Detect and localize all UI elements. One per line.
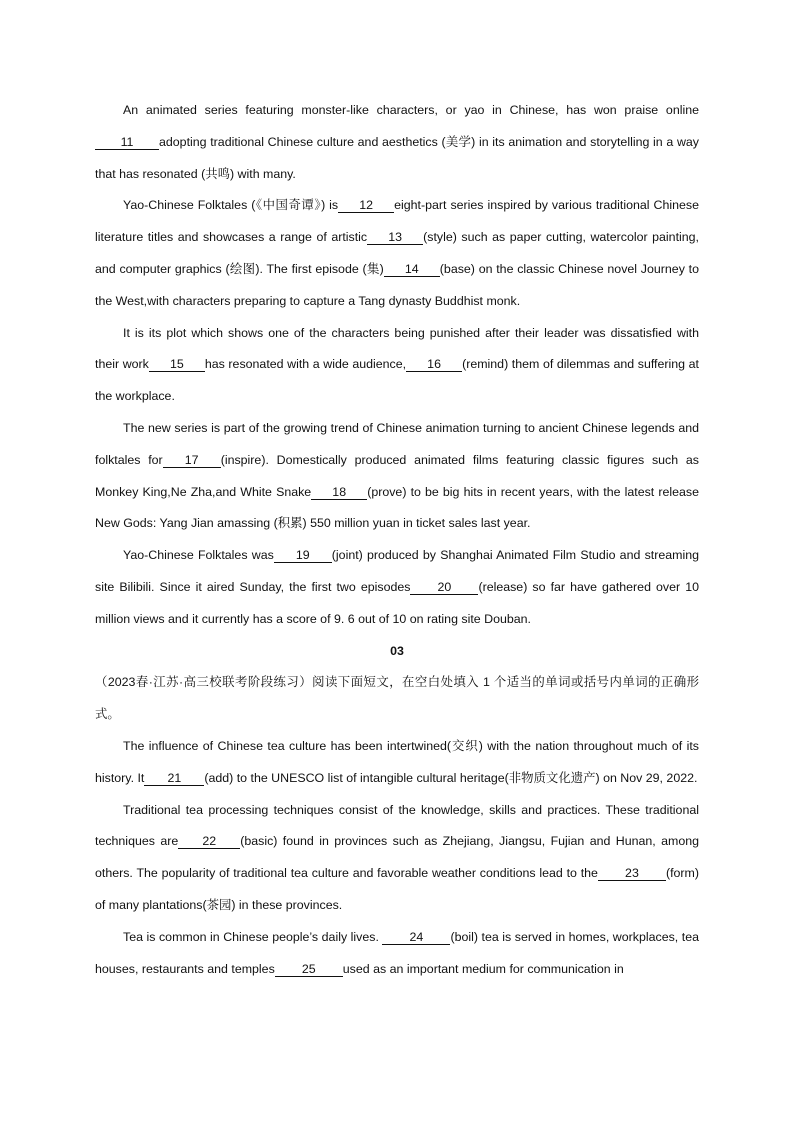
text: used as an important medium for communication in xyxy=(342,961,624,976)
text: (base) on the classic Chinese novel Journey to the West,with characters preparing to capture a Tang dynasty Buddhist monk. xyxy=(95,261,699,308)
paragraph xyxy=(95,540,699,635)
text: Yao-Chinese Folktales was xyxy=(123,548,274,563)
paragraph xyxy=(95,318,699,413)
text: Traditional tea processing techniques consist of the knowledge, skills and practices. These traditional techniques are xyxy=(95,802,699,849)
paragraph xyxy=(95,95,699,190)
text: (basic) found in provinces such as Zhejiang, Jiangsu, Fujian and Hunan, among others. The popularity of traditional tea culture and favorable weather conditions lead to the xyxy=(95,834,699,881)
answer-blank[interactable]: 20 xyxy=(410,580,478,595)
text: (prove) to be big hits in recent years, with the latest release New Gods: Yang Jian amassing (积累) 550 million yuan in ticket sales last year. xyxy=(95,484,699,531)
answer-blank[interactable]: 11 xyxy=(95,135,159,150)
text: (remind) them of dilemmas and suffering at the workplace. xyxy=(95,357,699,404)
document-page xyxy=(95,95,699,985)
text: (joint) produced by Shanghai Animated Film Studio and streaming site Bilibili. Since it aired Sunday, the first two episodes xyxy=(95,548,699,594)
answer-blank[interactable]: 24 xyxy=(382,930,450,945)
answer-blank[interactable]: 15 xyxy=(149,357,205,372)
answer-blank[interactable]: 14 xyxy=(384,262,440,277)
text: An animated series featuring monster-like characters, or yao in Chinese, has won praise online xyxy=(123,103,699,117)
answer-blank[interactable]: 19 xyxy=(274,548,332,563)
paragraph xyxy=(95,795,699,922)
text: adopting traditional Chinese culture and aesthetics (美学) in its animation and storytelling in a way that has resonated (共鸣) with many. xyxy=(95,134,699,181)
text: It is its plot which shows one of the characters being punished after their leader was dissatisfied with their work xyxy=(95,325,699,372)
paragraph xyxy=(95,413,699,540)
text: Yao-Chinese Folktales (《中国奇谭》) is xyxy=(123,198,339,213)
paragraph xyxy=(95,922,699,986)
text: The influence of Chinese tea culture has been intertwined(交织) with the nation throughout much of its history. It xyxy=(95,738,699,785)
paragraph xyxy=(95,190,699,317)
answer-blank[interactable]: 16 xyxy=(406,357,462,372)
text: Tea is common in Chinese people’s daily lives. xyxy=(123,929,379,944)
text: (inspire). Domestically produced animated films featuring classic figures such as Monkey King,Ne Zha,and White Snake xyxy=(95,452,699,499)
exercise-instruction: （2023春·江苏·高三校联考阶段练习）阅读下面短文，在空白处填入 1 个适当的单词或括号内单词的正确形式。 xyxy=(95,675,699,722)
text: (style) such as paper cutting, watercolor painting, and computer graphics (绘图). The first episode (集) xyxy=(95,230,699,276)
section-number: 03 xyxy=(390,643,404,658)
text: (release) so far have gathered over 10 million views and it currently has a score of 9. 6 out of 10 on rating site Douban. xyxy=(95,579,699,626)
answer-blank[interactable]: 22 xyxy=(178,834,240,849)
text: (boil) tea is served in homes, workplaces, tea houses, restaurants and temples xyxy=(95,929,699,976)
text: has resonated with a wide audience, xyxy=(204,357,407,372)
text: (form) of many plantations(茶园) in these provinces. xyxy=(95,866,699,912)
answer-blank[interactable]: 12 xyxy=(338,198,394,213)
answer-blank[interactable]: 13 xyxy=(367,230,423,245)
answer-blank[interactable]: 17 xyxy=(163,453,221,468)
answer-blank[interactable]: 21 xyxy=(144,771,204,786)
paragraph xyxy=(95,731,699,795)
answer-blank[interactable]: 23 xyxy=(598,866,666,881)
text: The new series is part of the growing trend of Chinese animation turning to ancient Chinese legends and folktales for xyxy=(95,420,699,467)
answer-blank[interactable]: 25 xyxy=(275,962,343,977)
text: (add) to the UNESCO list of intangible cultural heritage(非物质文化遗产) on Nov 29, 2022. xyxy=(204,770,698,785)
text: eight-part series inspired by various traditional Chinese literature titles and showcases a range of artistic xyxy=(95,198,699,245)
answer-blank[interactable]: 18 xyxy=(311,485,367,500)
